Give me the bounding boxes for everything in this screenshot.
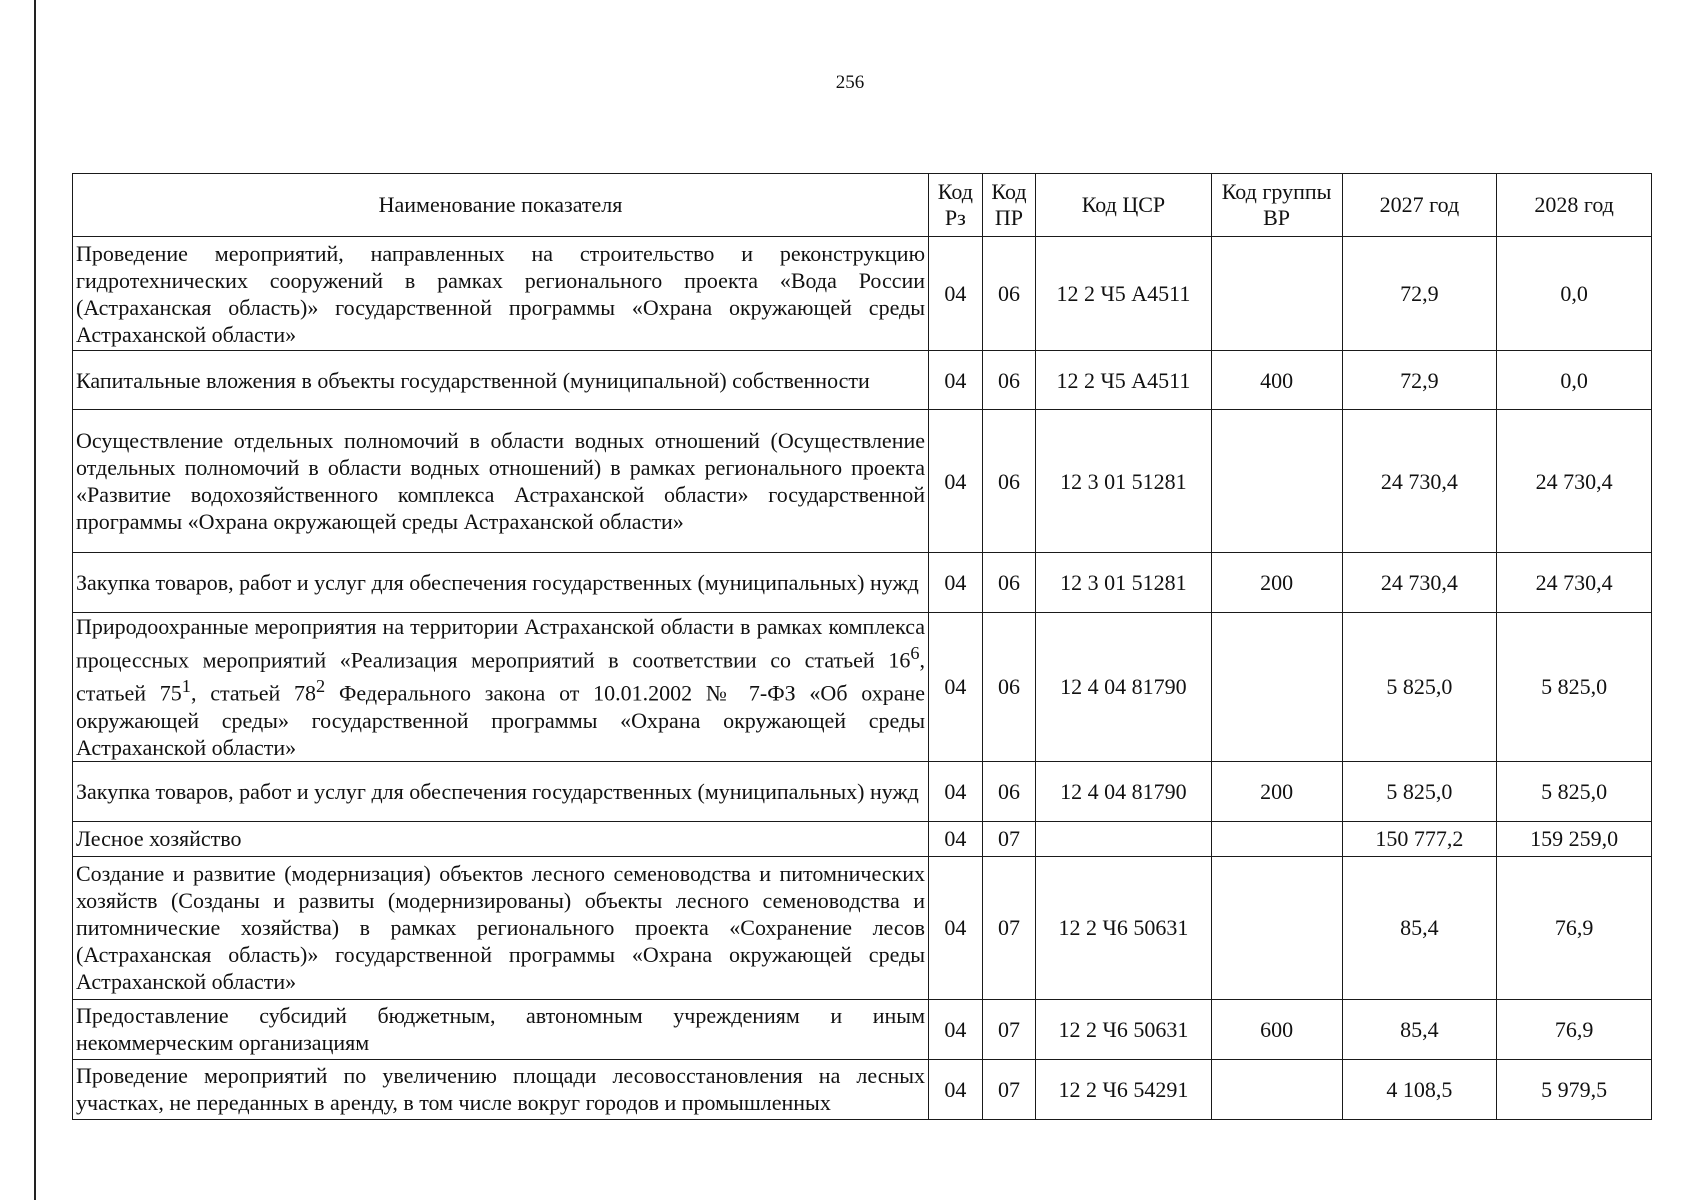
row-pr: 06 [982,351,1036,410]
row-rz: 04 [929,351,983,410]
row-name: Осуществление отдельных полномочий в области водных отношений (Осуществление отдельных полномочий в области водных отношений) в рамках регионального проекта «Развитие водохозяйственного комплекса Астраханской области» государственной программы «Охрана окружающей среды Астраханской области» [73,410,929,553]
row-rz: 04 [929,613,983,762]
row-2028: 24 730,4 [1497,553,1652,613]
row-name-part: , статьей 78 [190,680,317,706]
row-2027: 4 108,5 [1342,1059,1497,1119]
row-vr [1211,1059,1342,1119]
row-csr [1036,821,1211,856]
row-vr: 400 [1211,351,1342,410]
row-name: Создание и развитие (модернизация) объектов лесного семеноводства и питомнических хозяйств (Созданы и развиты (модернизированы) объекты лесного семеноводства и питомнические хозяйства) в рамках регионального проекта «Сохранение лесов (Астраханская область)» государственной программы «Охрана окружающей среды Астраханской области» [73,856,929,999]
row-rz: 04 [929,237,983,351]
row-pr: 06 [982,761,1036,821]
table-row [73,613,1652,762]
page-margin-rule [34,0,36,1200]
superscript: 2 [316,676,326,697]
row-csr: 12 2 Ч5 А4511 [1036,237,1211,351]
table-row [73,821,1652,856]
row-2028: 76,9 [1497,856,1652,999]
row-rz: 04 [929,410,983,553]
row-rz: 04 [929,821,983,856]
header-csr: Код ЦСР [1036,174,1211,237]
table-row [73,237,1652,351]
row-rz: 04 [929,999,983,1059]
row-rz: 04 [929,761,983,821]
row-name: Закупка товаров, работ и услуг для обеспечения государственных (муниципальных) нужд [73,553,929,613]
header-2027: 2027 год [1342,174,1497,237]
row-2027: 85,4 [1342,856,1497,999]
row-pr: 07 [982,856,1036,999]
header-vr: Код группы ВР [1211,174,1342,237]
row-name [73,613,929,762]
budget-table [72,173,1652,1120]
row-csr: 12 3 01 51281 [1036,410,1211,553]
row-2027: 72,9 [1342,237,1497,351]
row-2028: 24 730,4 [1497,410,1652,553]
row-name-part: Природоохранные мероприятия на территории Астраханской области в рамках комплекса процессных мероприятий «Реализация мероприятий в соответствии со статьей 16 [76,614,926,673]
row-2028: 0,0 [1497,237,1652,351]
row-2027: 5 825,0 [1342,613,1497,762]
row-pr: 06 [982,237,1036,351]
header-rz: Код Рз [929,174,983,237]
row-csr: 12 3 01 51281 [1036,553,1211,613]
row-pr: 07 [982,1059,1036,1119]
superscript: 1 [181,676,191,697]
row-csr: 12 2 Ч6 50631 [1036,856,1211,999]
row-name: Предоставление субсидий бюджетным, автономным учреждениям и иным некоммерческим организациям [73,999,929,1059]
row-2027: 72,9 [1342,351,1497,410]
row-2028: 5 825,0 [1497,613,1652,762]
row-vr [1211,856,1342,999]
header-2028: 2028 год [1497,174,1652,237]
row-vr: 200 [1211,761,1342,821]
row-pr: 06 [982,553,1036,613]
table-row [73,553,1652,613]
row-name: Проведение мероприятий, направленных на строительство и реконструкцию гидротехнических сооружений в рамках регионального проекта «Вода России (Астраханская область)» государственной программы «Охрана окружающей среды Астраханской области» [73,237,929,351]
row-vr: 600 [1211,999,1342,1059]
row-csr: 12 2 Ч6 50631 [1036,999,1211,1059]
row-vr [1211,410,1342,553]
row-rz: 04 [929,1059,983,1119]
row-name: Лесное хозяйство [73,821,929,856]
table-row [73,351,1652,410]
header-name: Наименование показателя [73,174,929,237]
row-2028: 159 259,0 [1497,821,1652,856]
row-2027: 150 777,2 [1342,821,1497,856]
row-2027: 5 825,0 [1342,761,1497,821]
row-csr: 12 2 Ч6 54291 [1036,1059,1211,1119]
table-header-row [73,174,1652,237]
row-csr: 12 4 04 81790 [1036,613,1211,762]
row-pr: 07 [982,821,1036,856]
row-rz: 04 [929,856,983,999]
header-pr: Код ПР [982,174,1036,237]
table-row [73,410,1652,553]
row-pr: 06 [982,410,1036,553]
table-row [73,761,1652,821]
row-vr [1211,821,1342,856]
row-2027: 85,4 [1342,999,1497,1059]
row-vr: 200 [1211,553,1342,613]
row-csr: 12 4 04 81790 [1036,761,1211,821]
row-pr: 06 [982,613,1036,762]
row-name-part: Федерального закона от 10.01.2002 № 7-ФЗ «Об охране окружающей среды» государственной программы «Охрана окружающей среды Астраханской области» [76,680,926,760]
row-vr [1211,237,1342,351]
row-rz: 04 [929,553,983,613]
row-name: Капитальные вложения в объекты государственной (муниципальной) собственности [73,351,929,410]
row-2027: 24 730,4 [1342,553,1497,613]
table-row [73,856,1652,999]
row-2028: 5 979,5 [1497,1059,1652,1119]
row-csr: 12 2 Ч5 А4511 [1036,351,1211,410]
row-2028: 0,0 [1497,351,1652,410]
table-row [73,1059,1652,1119]
row-name-part: , статьей 75 [76,647,926,706]
row-2028: 5 825,0 [1497,761,1652,821]
row-name: Проведение мероприятий по увеличению площади лесовосстановления на лесных участках, не переданных в аренду, в том числе вокруг городов и промышленных [73,1059,929,1119]
row-name: Закупка товаров, работ и услуг для обеспечения государственных (муниципальных) нужд [73,761,929,821]
row-2028: 76,9 [1497,999,1652,1059]
row-2027: 24 730,4 [1342,410,1497,553]
row-pr: 07 [982,999,1036,1059]
row-vr [1211,613,1342,762]
superscript: 6 [910,643,920,663]
table-row [73,999,1652,1059]
page-number: 256 [835,72,865,93]
